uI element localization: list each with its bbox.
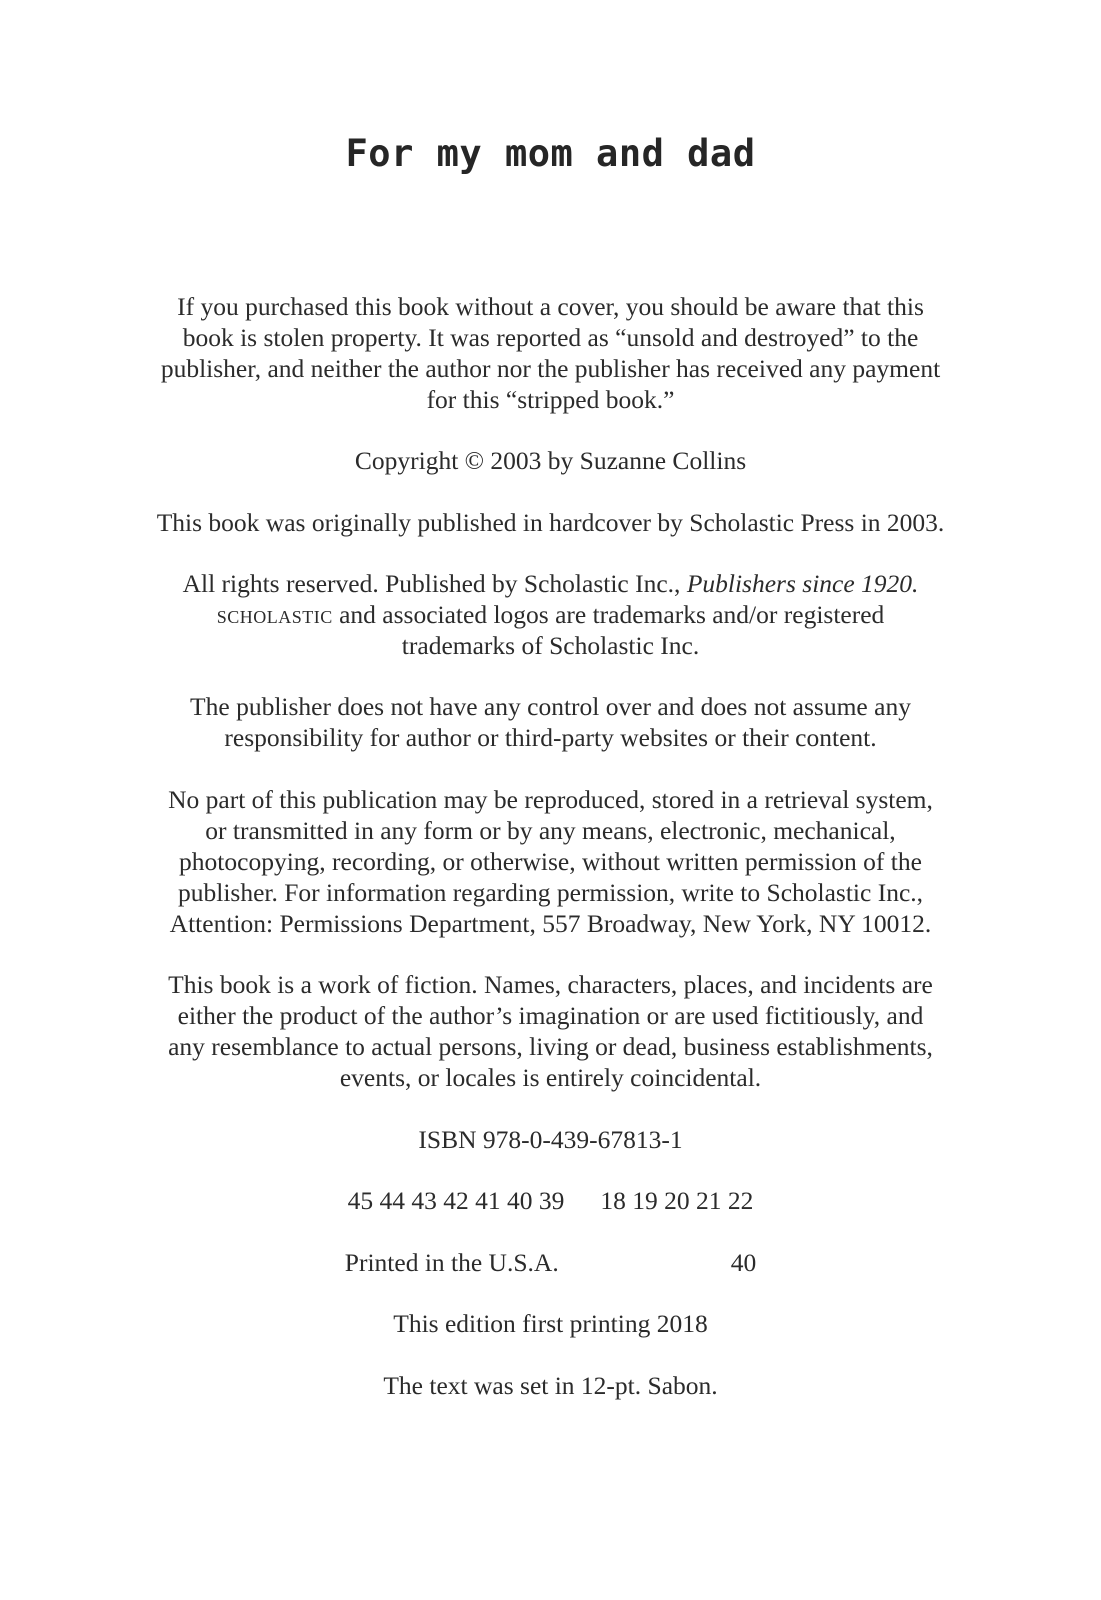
original-publication [0, 507, 1101, 538]
fiction-line: events, or locales is entirely coincidental. [339, 1063, 762, 1092]
isbn-text: ISBN 978-0-439-67813-1 [418, 1125, 683, 1154]
permissions-line: photocopying, recording, or otherwise, without written permission of the [179, 847, 922, 876]
notice-line: If you purchased this book without a cover, you should be aware that this [177, 292, 924, 321]
permissions-line: publisher. For information regarding permission, write to Scholastic Inc., [177, 878, 924, 907]
rights-line-2-rest: and associated logos are trademarks and/or registered [332, 600, 885, 629]
printing-numbers [0, 1185, 1101, 1216]
rights-prefix: All rights reserved. Published by Scholastic Inc., [182, 569, 687, 598]
stripped-book-notice [0, 291, 1101, 415]
disclaimer-line: responsibility for author or third-party websites or their content. [224, 723, 877, 752]
printed-in-row [0, 1247, 1101, 1278]
fiction-line: any resemblance to actual persons, living or dead, business establishments, [168, 1032, 933, 1061]
notice-line: for this “stripped book.” [426, 385, 675, 414]
publishers-since-text: Publishers since 1920. [686, 569, 919, 598]
notice-line: book is stolen property. It was reported as “unsold and destroyed” to the [182, 323, 919, 352]
dedication-heading: For my mom and dad [345, 132, 756, 175]
rights-line-2 [0, 599, 1101, 630]
disclaimer-line: The publisher does not have any control over and does not assume any [190, 692, 911, 721]
rights-line-3: trademarks of Scholastic Inc. [401, 631, 700, 660]
notice-line: publisher, and neither the author nor the publisher has received any payment [160, 354, 941, 383]
printing-numbers-row [0, 1185, 1101, 1216]
isbn-line [0, 1124, 1101, 1155]
permissions-notice [0, 784, 1101, 939]
printing-numbers-right: 18 19 20 21 22 [600, 1186, 754, 1215]
permissions-line: or transmitted in any form or by any means, electronic, mechanical, [205, 816, 896, 845]
publisher-disclaimer [0, 691, 1101, 753]
printing-numbers-left: 45 44 43 42 41 40 39 [347, 1186, 565, 1215]
fiction-notice [0, 969, 1101, 1093]
rights-line-1 [0, 568, 1101, 599]
printed-in-code: 40 [730, 1248, 757, 1277]
permissions-line: No part of this publication may be reproduced, stored in a retrieval system, [168, 785, 933, 814]
copyright-line [0, 445, 1101, 476]
typeface-note [0, 1370, 1101, 1401]
copyright-text: Copyright © 2003 by Suzanne Collins [354, 446, 747, 475]
printed-in [0, 1247, 1101, 1278]
fiction-line: either the product of the author’s imagination or are used fictitiously, and [177, 1001, 924, 1030]
edition-line [0, 1308, 1101, 1339]
typeface-note-text: The text was set in 12-pt. Sabon. [383, 1371, 718, 1400]
fiction-line: This book is a work of fiction. Names, characters, places, and incidents are [168, 970, 933, 999]
scholastic-trademark: scholastic [216, 600, 333, 629]
original-publication-text: This book was originally published in hardcover by Scholastic Press in 2003. [156, 508, 945, 537]
permissions-line: Attention: Permissions Department, 557 Broadway, New York, NY 10012. [169, 909, 932, 938]
printed-in-label: Printed in the U.S.A. [344, 1248, 559, 1277]
edition-text: This edition first printing 2018 [393, 1309, 708, 1338]
rights-statement [0, 568, 1101, 661]
